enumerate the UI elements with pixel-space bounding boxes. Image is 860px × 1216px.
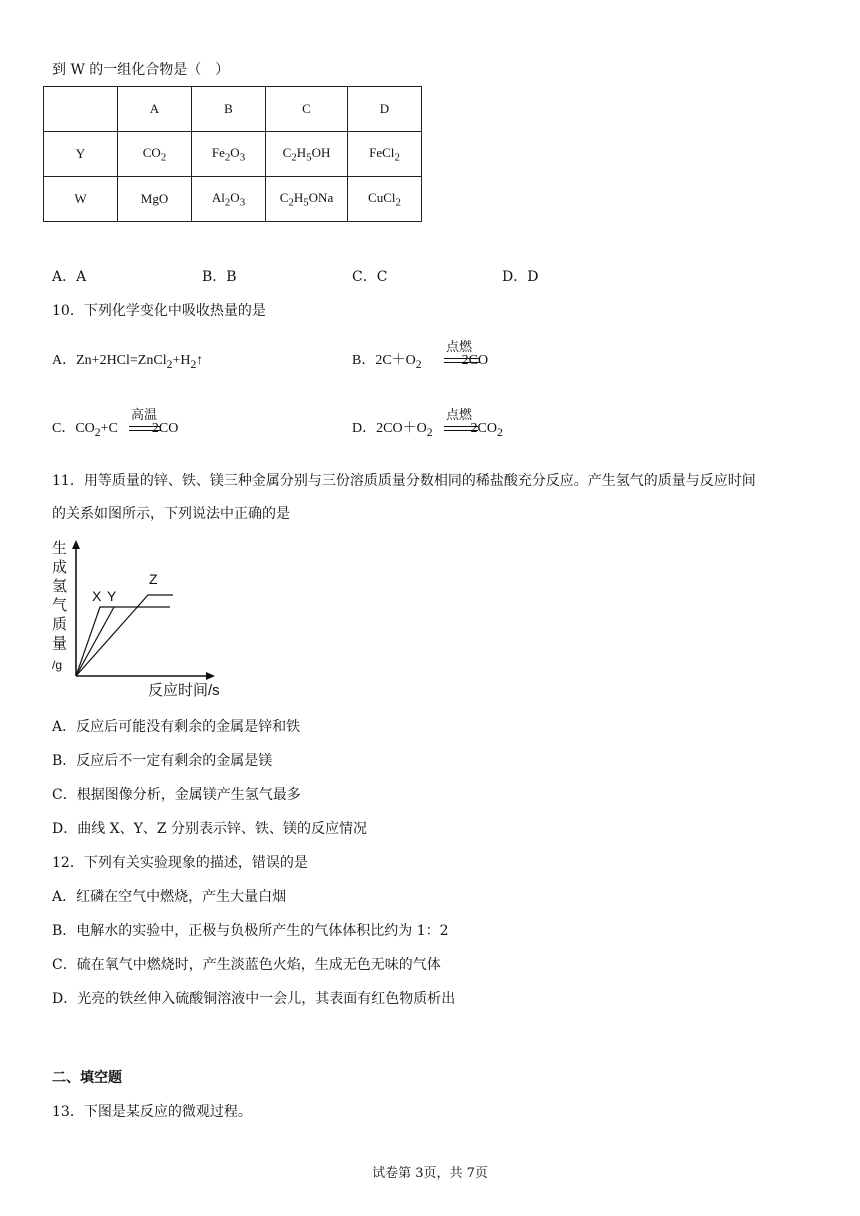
ylabel-char: 成: [52, 559, 68, 576]
q11-option-a: A．反应后可能没有剩余的金属是锌和铁: [52, 719, 301, 735]
q10-c-condition: 高温: [131, 408, 158, 423]
q13-stem: 13．下图是某反应的微观过程。: [52, 1104, 252, 1120]
table-cell: D: [348, 87, 422, 132]
page-footer: 试卷第 3页，共 7页: [372, 1166, 488, 1181]
q9-option-c: C．C: [352, 269, 388, 285]
q9-option-a: A．A: [52, 269, 87, 285]
q12-option-a: A．红磷在空气中燃烧，产生大量白烟: [52, 889, 287, 905]
q11-option-d: D．曲线 X、Y、Z 分别表示锌、铁、镁的反应情况: [52, 821, 368, 837]
q11-option-c: C．根据图像分析，金属镁产生氢气最多: [52, 787, 301, 803]
q9-option-d: D．D: [502, 269, 539, 285]
q10-d-equals: [444, 426, 478, 431]
q10-option-a: A．$Zn+2HCl=ZnCl_2+H_2↑$: [52, 353, 204, 371]
yunit-label: /g: [52, 658, 63, 672]
q10-c-equals: [129, 426, 161, 431]
curve-label-z: Z: [149, 571, 158, 587]
q10-option-b: B．$2C+O_2$ 2CO: [352, 353, 489, 371]
q12-option-d: D．光亮的铁丝伸入硫酸铜溶液中一会儿，其表面有红色物质析出: [52, 991, 456, 1007]
q10-b-condition: 点燃: [446, 340, 473, 355]
q11-stem-line1: 11．用等质量的锌、铁、镁三种金属分别与三份溶质质量分数相同的稀盐酸充分反应。产生氢气的质量与反应时间: [52, 473, 756, 489]
compound-table: [43, 86, 422, 222]
q11-option-b: B．反应后不一定有剩余的金属是镁: [52, 753, 273, 769]
ylabel-char: 氢: [52, 578, 68, 595]
table-row: [44, 132, 422, 177]
curve-x: [76, 607, 170, 676]
table-cell: $C_2H_5OH$: [266, 132, 348, 177]
table-cell: B: [192, 87, 266, 132]
q9-prompt: 到 W 的一组化合物是（ ）: [52, 62, 230, 78]
table-cell: CuCl$_2$: [348, 177, 422, 222]
q10-b-equals: [444, 358, 480, 363]
table-cell: $CO_2$: [118, 132, 192, 177]
ylabel-char: 质: [52, 616, 68, 633]
table-cell: MgO: [118, 177, 192, 222]
table-cell: FeCl$_2$: [348, 132, 422, 177]
table-header-row: [44, 87, 422, 132]
q12-stem: 12．下列有关实验现象的描述，错误的是: [52, 855, 308, 871]
curve-label-x: X: [92, 588, 102, 604]
x-axis-arrow-icon: [206, 672, 215, 680]
table-cell: A: [118, 87, 192, 132]
section-title: 二、填空题: [52, 1070, 122, 1086]
table-cell: [44, 87, 118, 132]
table-cell: C: [266, 87, 348, 132]
ylabel-char: 量: [52, 635, 68, 652]
q10-option-c: C．$CO_2+C$ 2CO: [52, 421, 179, 439]
q10-stem: 10．下列化学变化中吸收热量的是: [52, 303, 266, 319]
curve-y: [76, 607, 114, 676]
q12-option-c: C．硫在氧气中燃烧时，产生淡蓝色火焰，生成无色无味的气体: [52, 957, 441, 973]
xlabel: 反应时间/s: [148, 682, 220, 699]
table-row: [44, 177, 422, 222]
q11-stem-line2: 的关系如图所示，下列说法中正确的是: [52, 506, 290, 522]
q10-option-d: D．$2CO+O_2$ $2CO_2$: [352, 421, 503, 439]
y-axis-arrow-icon: [72, 540, 80, 549]
q10-d-condition: 点燃: [446, 408, 473, 423]
q9-option-b: B．B: [202, 269, 237, 285]
table-cell: $Al_2O_3$: [192, 177, 266, 222]
hydrogen-mass-graph: [48, 535, 228, 700]
curve-label-y: Y: [107, 588, 117, 604]
table-cell: Y: [44, 132, 118, 177]
ylabel-char: 生: [52, 540, 68, 557]
table-cell: $C_2H_5ONa$: [266, 177, 348, 222]
q12-option-b: B．电解水的实验中，正极与负极所产生的气体体积比约为 1：2: [52, 923, 449, 939]
table-cell: W: [44, 177, 118, 222]
table-cell: $Fe_2O_3$: [192, 132, 266, 177]
ylabel-char: 气: [52, 597, 68, 614]
